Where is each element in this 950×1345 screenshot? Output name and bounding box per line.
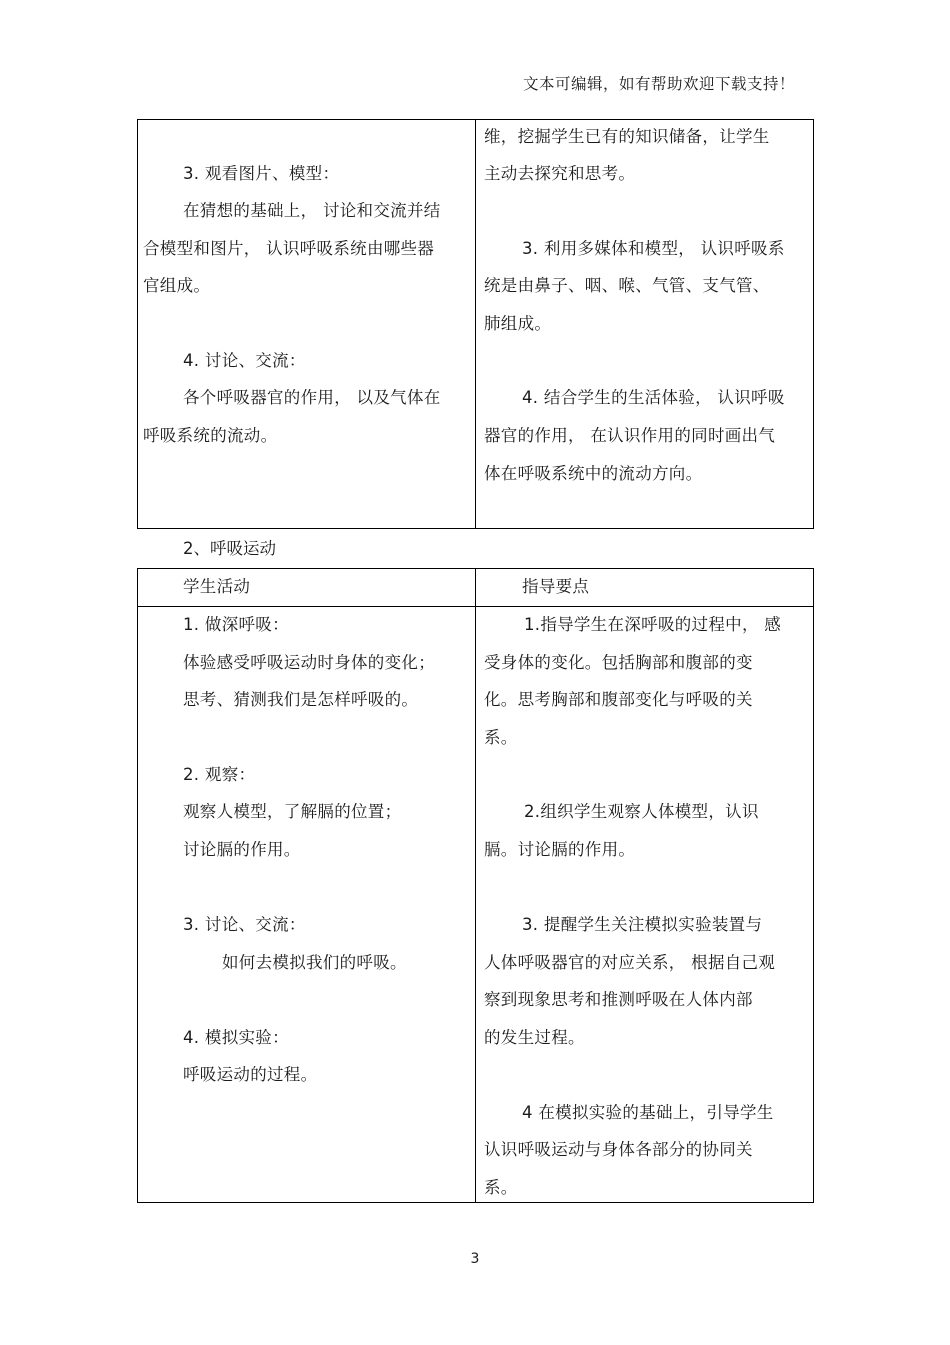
table-1-left-line: 3. 观看图片、模型： xyxy=(183,164,340,183)
table-1-right-line: 肺组成。 xyxy=(484,314,552,333)
table-1-right-line: 统是由鼻子、咽、喉、气管、支气管、 xyxy=(484,276,770,295)
table-2-right-line: 2.组织学生观察人体模型，认识 xyxy=(524,802,759,821)
table-2-left-line: 呼吸运动的过程。 xyxy=(183,1065,318,1084)
table-2-right-line: 受身体的变化。包括胸部和腹部的变 xyxy=(484,653,753,672)
table-2-right-line: 系。 xyxy=(484,728,518,747)
section-title: 2、呼吸运动 xyxy=(183,539,276,558)
table-2-right-line: 系。 xyxy=(484,1178,518,1197)
table-2-right-line: 1.指导学生在深呼吸的过程中， 感 xyxy=(524,615,782,634)
table-1-right-line: 4. 结合学生的生活体验， 认识呼吸 xyxy=(522,388,785,407)
table-2-right-line: 察到现象思考和推测呼吸在人体内部 xyxy=(484,990,753,1009)
table-2-header-divider xyxy=(137,606,814,607)
table-2-header-guidance-points: 指导要点 xyxy=(522,577,590,596)
table-2-left-line: 体验感受呼吸运动时身体的变化； xyxy=(183,653,435,672)
table-1-right-line: 器官的作用， 在认识作用的同时画出气 xyxy=(484,426,776,445)
table-2-right-line: 膈。讨论膈的作用。 xyxy=(484,840,636,859)
table-1-right-line: 体在呼吸系统中的流动方向。 xyxy=(484,464,703,483)
table-1-left-line: 4. 讨论、交流： xyxy=(183,351,306,370)
table-2-left-line: 思考、猜测我们是怎样呼吸的。 xyxy=(183,690,419,709)
table-1-right-line: 维，挖掘学生已有的知识储备，让学生 xyxy=(484,127,770,146)
table-2-right-line: 化。思考胸部和腹部变化与呼吸的关 xyxy=(484,690,753,709)
table-1-left-line: 呼吸系统的流动。 xyxy=(143,426,278,445)
page-number: 3 xyxy=(470,1251,480,1267)
table-2-right-line: 4 在模拟实验的基础上，引导学生 xyxy=(522,1103,774,1122)
table-1-right-line: 3. 利用多媒体和模型， 认识呼吸系 xyxy=(522,239,785,258)
table-2-left-line: 观察人模型，了解膈的位置； xyxy=(183,802,402,821)
table-2-left-line: 4. 模拟实验： xyxy=(183,1028,289,1047)
table-2-left-line: 3. 讨论、交流： xyxy=(183,915,306,934)
table-2-right-line: 的发生过程。 xyxy=(484,1028,585,1047)
table-2-left-line: 如何去模拟我们的呼吸。 xyxy=(222,953,407,972)
table-2-left-line: 2. 观察： xyxy=(183,765,256,784)
table-2-left-line: 讨论膈的作用。 xyxy=(183,840,301,859)
table-1-column-divider xyxy=(475,119,476,529)
table-2-header-student-activity: 学生活动 xyxy=(183,577,251,596)
table-1-left-line: 各个呼吸器官的作用， 以及气体在 xyxy=(183,388,441,407)
table-2-right-line: 3. 提醒学生关注模拟实验装置与 xyxy=(522,915,763,934)
table-2-right-line: 人体呼吸器官的对应关系， 根据自己观 xyxy=(484,953,776,972)
header-note: 文本可编辑，如有帮助欢迎下载支持！ xyxy=(523,75,796,93)
table-1-left-line: 在猜想的基础上， 讨论和交流并结 xyxy=(183,201,441,220)
table-2-right-line: 认识呼吸运动与身体各部分的协同关 xyxy=(484,1140,753,1159)
table-2-left-line: 1. 做深呼吸： xyxy=(183,615,289,634)
table-2-column-divider xyxy=(475,568,476,1203)
table-1-right-line: 主动去探究和思考。 xyxy=(484,164,636,183)
table-1-left-line: 官组成。 xyxy=(143,276,211,295)
table-1-left-line: 合模型和图片， 认识呼吸系统由哪些器 xyxy=(143,239,435,258)
